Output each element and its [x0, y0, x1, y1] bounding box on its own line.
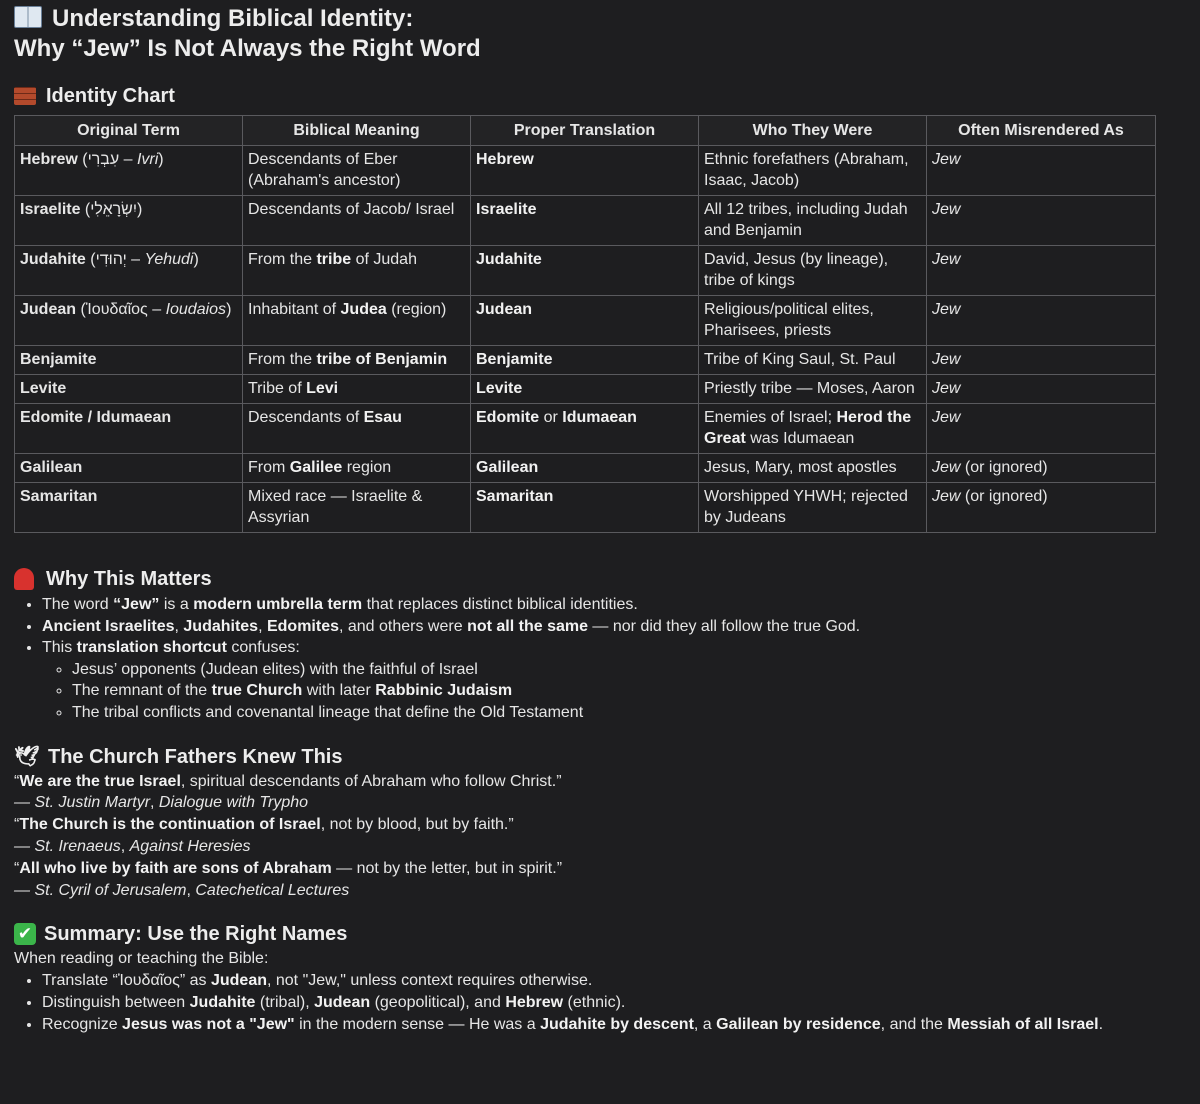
proper-translation-cell: Judahite [471, 246, 699, 296]
misrendered-as-cell: Jew [927, 404, 1156, 454]
table-row [15, 196, 1156, 246]
who-they-were-cell: Religious/political elites, Pharisees, priests [699, 296, 927, 346]
table-row [15, 346, 1156, 375]
table-header-row [15, 116, 1156, 146]
biblical-meaning-cell: Inhabitant of Judea (region) [243, 296, 471, 346]
misrendered-as-cell: Jew [927, 146, 1156, 196]
check-mark-icon: ✔ [14, 923, 36, 945]
misrendered-as-cell: Jew [927, 196, 1156, 246]
who-they-were-cell: Enemies of Israel; Herod the Great was Idumaean [699, 404, 927, 454]
proper-translation-cell: Judean [471, 296, 699, 346]
quote: “We are the true Israel, spiritual descendants of Abraham who follow Christ.” [14, 772, 562, 790]
title-line-1: Understanding Biblical Identity: [52, 5, 414, 32]
quote: “All who live by faith are sons of Abraham — not by the letter, but in spirit.” [14, 859, 563, 877]
biblical-meaning-cell: From the tribe of Judah [243, 246, 471, 296]
proper-translation-cell: Benjamite [471, 346, 699, 375]
quote: “The Church is the continuation of Israel, not by blood, but by faith.” [14, 816, 514, 834]
sub-list-item: ◦ Jesus’ opponents (Judean elites) with the faithful of Israel [72, 659, 1186, 681]
original-term-cell: Galilean [15, 454, 243, 483]
page-title [14, 4, 1186, 64]
table-row [15, 375, 1156, 404]
who-they-were-cell: Jesus, Mary, most apostles [699, 454, 927, 483]
list-item: • Distinguish between Judahite (tribal), Judean (geopolitical), and Hebrew (ethnic). [42, 992, 1186, 1014]
biblical-meaning-cell: Mixed race — Israelite & Assyrian [243, 483, 471, 533]
why-matters-heading: Why This Matters [14, 566, 1186, 592]
table-body [15, 146, 1156, 533]
proper-translation-cell: Hebrew [471, 146, 699, 196]
dove-icon: 🕊 [14, 745, 40, 768]
original-term-cell: Samaritan [15, 483, 243, 533]
identity-table [14, 115, 1156, 533]
who-they-were-cell: All 12 tribes, including Judah and Benjamin [699, 196, 927, 246]
proper-translation-cell: Levite [471, 375, 699, 404]
table-row [15, 404, 1156, 454]
quote-attribution: — St. Irenaeus, Against Heresies [14, 837, 251, 855]
who-they-were-cell: Priestly tribe — Moses, Aaron [699, 375, 927, 404]
summary-heading: ✔ Summary: Use the Right Names [14, 921, 1186, 947]
sub-list [42, 659, 1186, 724]
original-term-cell: Judean (Ἰουδαῖος – Ioudaios) [15, 296, 243, 346]
list-item: • The word “Jew” is a modern umbrella term that replaces distinct biblical identities. [42, 594, 1186, 616]
biblical-meaning-cell: Descendants of Esau [243, 404, 471, 454]
original-term-cell: Benjamite [15, 346, 243, 375]
misrendered-as-cell: Jew [927, 246, 1156, 296]
list-item: • Ancient Israelites, Judahites, Edomites, and others were not all the same — nor did they all follow the true God. [42, 616, 1186, 638]
sub-list-item: ◦ The remnant of the true Church with later Rabbinic Judaism [72, 680, 1186, 702]
siren-icon [14, 568, 34, 590]
biblical-meaning-cell: From the tribe of Benjamin [243, 346, 471, 375]
column-header: Biblical Meaning [243, 116, 471, 146]
who-they-were-cell: Ethnic forefathers (Abraham, Isaac, Jacob) [699, 146, 927, 196]
original-term-cell: Hebrew (עִבְרִי – Ivri) [15, 146, 243, 196]
column-header: Who They Were [699, 116, 927, 146]
misrendered-as-cell: Jew [927, 296, 1156, 346]
biblical-meaning-cell: Tribe of Levi [243, 375, 471, 404]
title-line-2: Why “Jew” Is Not Always the Right Word [14, 35, 481, 62]
bricks-icon [14, 87, 36, 105]
identity-chart-heading: Identity Chart [14, 83, 1186, 109]
misrendered-as-cell: Jew (or ignored) [927, 483, 1156, 533]
original-term-cell: Edomite / Idumaean [15, 404, 243, 454]
table-row [15, 296, 1156, 346]
list-item: • Recognize Jesus was not a "Jew" in the modern sense — He was a Judahite by descent, a Galilean by residence, and the Messiah of all Israel. [42, 1014, 1186, 1036]
proper-translation-cell: Edomite or Idumaean [471, 404, 699, 454]
who-they-were-cell: Tribe of King Saul, St. Paul [699, 346, 927, 375]
biblical-meaning-cell: From Galilee region [243, 454, 471, 483]
column-header: Often Misrendered As [927, 116, 1156, 146]
church-fathers-heading: 🕊 The Church Fathers Knew This [14, 745, 343, 768]
column-header: Proper Translation [471, 116, 699, 146]
list-item: • Translate “Ἰουδαῖος” as Judean, not "Jew," unless context requires otherwise. [42, 970, 1186, 992]
table-row [15, 146, 1156, 196]
original-term-cell: Israelite (יִשְׂרָאֵלִי) [15, 196, 243, 246]
table-row [15, 483, 1156, 533]
original-term-cell: Judahite (יְהוּדִי – Yehudi) [15, 246, 243, 296]
list-item: • This translation shortcut confuses: ◦ Jesus’ opponents (Judean elites) with the faithful of Israel ◦ The remnant of the true Church with later Rabbinic Judaism ◦ The tribal conflicts and covenantal lineage that define the Old Testament [42, 637, 1186, 723]
original-term-cell: Levite [15, 375, 243, 404]
biblical-meaning-cell: Descendants of Eber (Abraham's ancestor) [243, 146, 471, 196]
who-they-were-cell: David, Jesus (by lineage), tribe of kings [699, 246, 927, 296]
quote-attribution: — St. Justin Martyr, Dialogue with Trypho [14, 794, 309, 812]
table-row [15, 246, 1156, 296]
why-matters-list [14, 594, 1186, 724]
who-they-were-cell: Worshipped YHWH; rejected by Judeans [699, 483, 927, 533]
open-book-icon [14, 6, 42, 28]
column-header: Original Term [15, 116, 243, 146]
quote-attribution: — St. Cyril of Jerusalem, Catechetical Lectures [14, 881, 350, 899]
proper-translation-cell: Galilean [471, 454, 699, 483]
table-row [15, 454, 1156, 483]
sub-list-item: ◦ The tribal conflicts and covenantal lineage that define the Old Testament [72, 702, 1186, 724]
summary-list [14, 970, 1186, 1035]
quotes-block [14, 771, 1186, 902]
proper-translation-cell: Samaritan [471, 483, 699, 533]
biblical-meaning-cell: Descendants of Jacob/ Israel [243, 196, 471, 246]
misrendered-as-cell: Jew (or ignored) [927, 454, 1156, 483]
misrendered-as-cell: Jew [927, 375, 1156, 404]
misrendered-as-cell: Jew [927, 346, 1156, 375]
summary-intro: When reading or teaching the Bible: [14, 950, 269, 968]
proper-translation-cell: Israelite [471, 196, 699, 246]
